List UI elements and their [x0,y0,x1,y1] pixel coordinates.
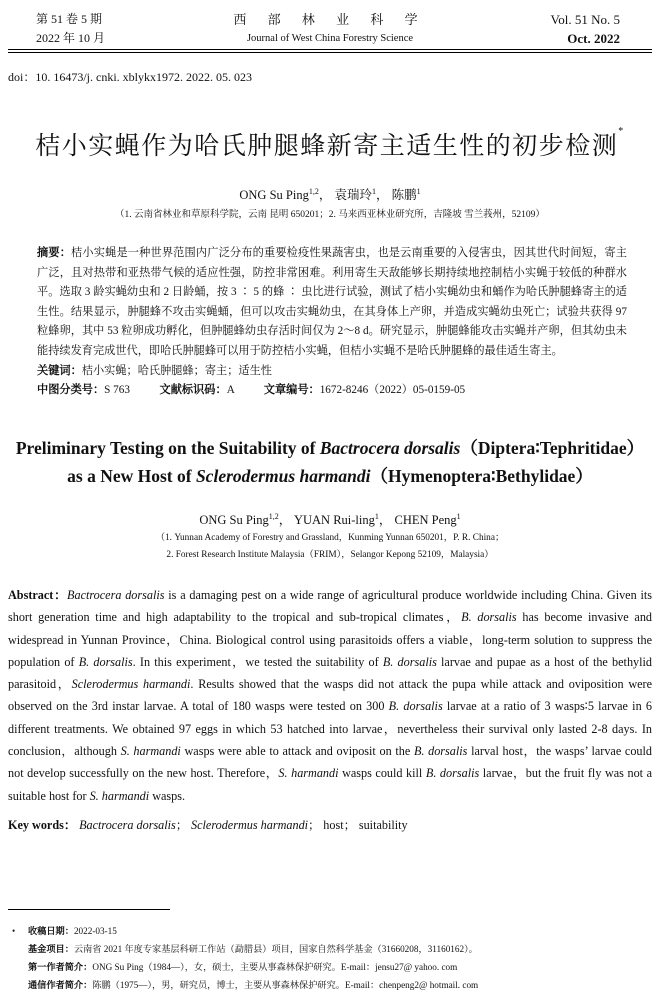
keyword-separator: ； [343,818,356,832]
abstract-en-species: S. harmandi [120,744,181,759]
journal-name-en: Journal of West China Forestry Science [246,33,414,44]
affiliation-en-line-2: 2. Forest Research Institute Malaysia（FRIM），Selangor Kepong 52109，Malaysia） [166,550,494,560]
abstract-en-species: B. dorsalis [461,610,517,625]
keywords-cn-text: 桔小实蝇；哈氏肿腿蜂；寄主；适生性 [81,364,272,377]
keywords-en-label: Key words： [8,818,77,832]
author-affiliation-mark: 1 [374,511,379,521]
author-separator: ， [318,188,332,202]
first-author-text: ONG Su Ping（1984—），女，硕士，主要从事森林保护研究。E-mail：jensu27@ yahoo. com [92,962,458,972]
article-no-label: 文章编号： [263,384,320,397]
title-en-part: （Diptera∶Tephritidae） [460,438,645,458]
doc-code-label: 文献标识码： [159,384,227,397]
authors-cn [0,185,660,203]
clc-label: 中图分类号： [37,384,105,397]
article-no-value: 1672-8246（2022）05-0159-05 [319,384,466,397]
date-cn: 2022 年 10 月 [36,31,106,45]
keyword: Sclerodermus harmandi [191,818,309,832]
footnote-corresponding-author [28,976,648,994]
abstract-en-segment: . In this experiment，we tested the suitability of [132,654,383,669]
volume-en: Vol. 51 No. 5 [550,12,620,27]
title-en-line-2 [0,462,660,490]
abstract-en-segment: wasps. [149,788,186,803]
received-label: 收稿日期： [28,926,74,936]
author-name: YUAN Rui-ling [293,513,375,527]
abstract-en-species: S. harmandi [89,788,150,803]
abstract-en-segment: . Results showed that the wasps did not attack the pupa while attack and oviposition were observed on the 3rd instar larvae. A total of 180 wasps were tested on 300 [8,677,653,714]
volume-cn: 第 51 卷 5 期 [36,12,103,26]
author-name: ONG Su Ping [199,513,269,527]
abstract-en-species: B. dorsalis [382,654,437,669]
title-en-species: Bactrocera dorsalis [319,438,461,458]
header-rule-top [8,49,652,50]
abstract-en-species: B. dorsalis [425,766,480,781]
abstract-cn-label: 摘要： [37,247,72,259]
bullet-icon: • [12,926,16,936]
abstract-en-text [8,588,652,803]
abstract-en-species: Bactrocera dorsalis [67,588,165,602]
abstract-en-species: B. dorsalis [413,744,468,759]
title-en-part: as a New Host of [67,466,196,486]
journal-name-cn: 西 部 林 业 科 学 [233,12,427,27]
keywords-cn [37,362,627,382]
keyword: host [323,818,344,832]
corresponding-author-label: 通信作者简介： [28,980,93,990]
footnote-rule [8,909,170,910]
received-date: 2022-03-15 [73,926,117,936]
footnote-fund [28,940,648,958]
abstract-en-species: Sclerodermus harmandi [71,677,191,692]
keywords-en [8,816,652,833]
title-en-line-1 [0,434,660,462]
header-rule-bottom [8,52,652,53]
fund-text: 云南省 2021 年度专家基层科研工作站（勐腊县）项目，国家自然科学基金（31660208，31160162）。 [73,944,478,954]
author-separator: ， [278,513,292,527]
abstract-en-segment: wasps were able to attack and oviposit on the [180,744,414,759]
abstract-en-segment: larval host，the wasps’ larvae could not develop successfully on the new host. Therefore， [8,744,653,781]
title-cn-text: 桔小实蝇作为哈氏肿腿蜂新寄主适生性的初步检测 [35,133,619,160]
abstract-cn [37,244,627,401]
abstract-en-segment: larvae and pupae as a host of the bethylid parasitoid， [8,654,652,692]
doi[interactable]: doi：10. 16473/j. cnki. xblykx1972. 2022. 05. 023 [8,70,252,84]
abstract-en-species: S. harmandi [278,766,339,781]
affiliation-cn: （1. 云南省林业和草原科学院，云南 昆明 650201；2. 马来西亚林业研究所，吉隆坡 雪兰莪州，52109） [115,210,545,220]
abstract-en-segment: wasps could kill [338,766,426,781]
authors-en [0,510,660,528]
abstract-en-species: B. dorsalis [388,699,443,714]
author-affiliation-mark: 1 [371,186,376,196]
clc-value: S 763 [104,384,130,397]
footnote-received [12,922,648,940]
fund-label: 基金项目： [28,944,74,954]
title-en [0,434,660,490]
affiliation-en [0,530,660,564]
title-en-species: Sclerodermus harmandi [195,466,371,486]
author-name: 袁瑞玲 [334,188,372,202]
abstract-en-segment: larvae at a ratio of 3 wasps∶5 larvae in 6 different treatments. We obtained 97 eggs in which 53 hatched into larvae，nevertheless their survival only lasted 2-8 days. In conclusion，although [8,699,652,759]
author-separator: ， [378,513,392,527]
author-separator: ， [375,188,389,202]
keyword-separator: ； [308,818,321,832]
title-footnote-mark: * [618,126,625,137]
keywords-cn-label: 关键词： [37,364,82,377]
header-volume-en [551,10,620,48]
abstract-en-label: Abstract： [8,588,68,602]
first-author-label: 第一作者简介： [28,962,93,972]
title-en-part: Preliminary Testing on the Suitability of [15,438,320,458]
keyword-separator: ； [175,818,188,832]
affiliation-en-line-1: （1. Yunnan Academy of Forestry and Grassland，Kunming Yunnan 650201，P. R. China； [155,533,505,543]
keyword: Bactrocera dorsalis [79,818,176,832]
author-name: CHEN Peng [394,513,457,527]
date-en: Oct. 2022 [567,31,620,46]
abstract-en-species: B. dorsalis [78,654,133,669]
keyword: suitability [358,818,408,832]
abstract-cn-body [37,244,627,362]
doc-code-value: A [226,384,235,397]
corresponding-author-text: 陈鹏（1975—），男，研究员，博士，主要从事森林保护研究。E-mail：chenpeng2@ hotmail. com [92,980,479,990]
author-name: ONG Su Ping [239,188,309,202]
author-affiliation-mark: 1 [456,511,461,521]
author-affiliation-mark: 1,2 [268,511,279,521]
author-affiliation-mark: 1,2 [308,186,319,196]
title-en-part: （Hymenoptera∶Bethylidae） [370,466,593,486]
abstract-en-segment: is a damaging pest on a wide range of agricultural produce worldwide including China. Given its short generation time and high adaptability to the tropical and sub-tropical climates， [8,588,653,625]
abstract-en-segment: larvae，but the fruit fly was not a suitable host for [8,766,653,803]
abstract-en [8,584,652,807]
abstract-en-segment: has become invasive and widespread in Yunnan Province，China. Biological control using parasitoids offers a viable，long-term solution to suppress the population of [8,610,653,669]
classification-line [37,381,627,401]
author-affiliation-mark: 1 [416,186,421,196]
title-cn [0,126,660,162]
footnotes [12,922,648,994]
footnote-first-author [28,958,648,976]
author-name: 陈鹏 [391,188,417,202]
abstract-cn-text: 桔小实蝇是一种世界范围内广泛分布的重要检疫性果蔬害虫，也是云南重要的入侵害虫，因其世代时间短，寄主广泛，且对热带和亚热带气候的适应性强，防控非常困难。利用寄生天敌能够长期持续地控制桔小实蝇于较低的种群水平。选取 3 龄实蝇幼虫和 2 日龄蛹，按 3 ∶ 5 的蜂 ∶ 虫比进行试验，测试了桔小实蝇幼虫和蛹作为哈氏肿腿蜂寄主的适生性。结果显示，肿腿蜂不攻击实蝇蛹，但可以攻击实蝇幼虫，在其身体上产卵，并造成实蝇幼虫死亡；试验共获得 97 粒蜂卵，其中 53 粒卵成功孵化，但肿腿蜂幼虫存活时间仅为 2～8 d。研究显示，肿腿蜂能攻击实蝇并产卵，但其幼虫未能持续发育完成世代，即哈氏肿腿蜂可以用于防控桔小实蝇，但桔小实蝇不是哈氏肿腿蜂的最佳适生寄主。 [37,247,627,357]
